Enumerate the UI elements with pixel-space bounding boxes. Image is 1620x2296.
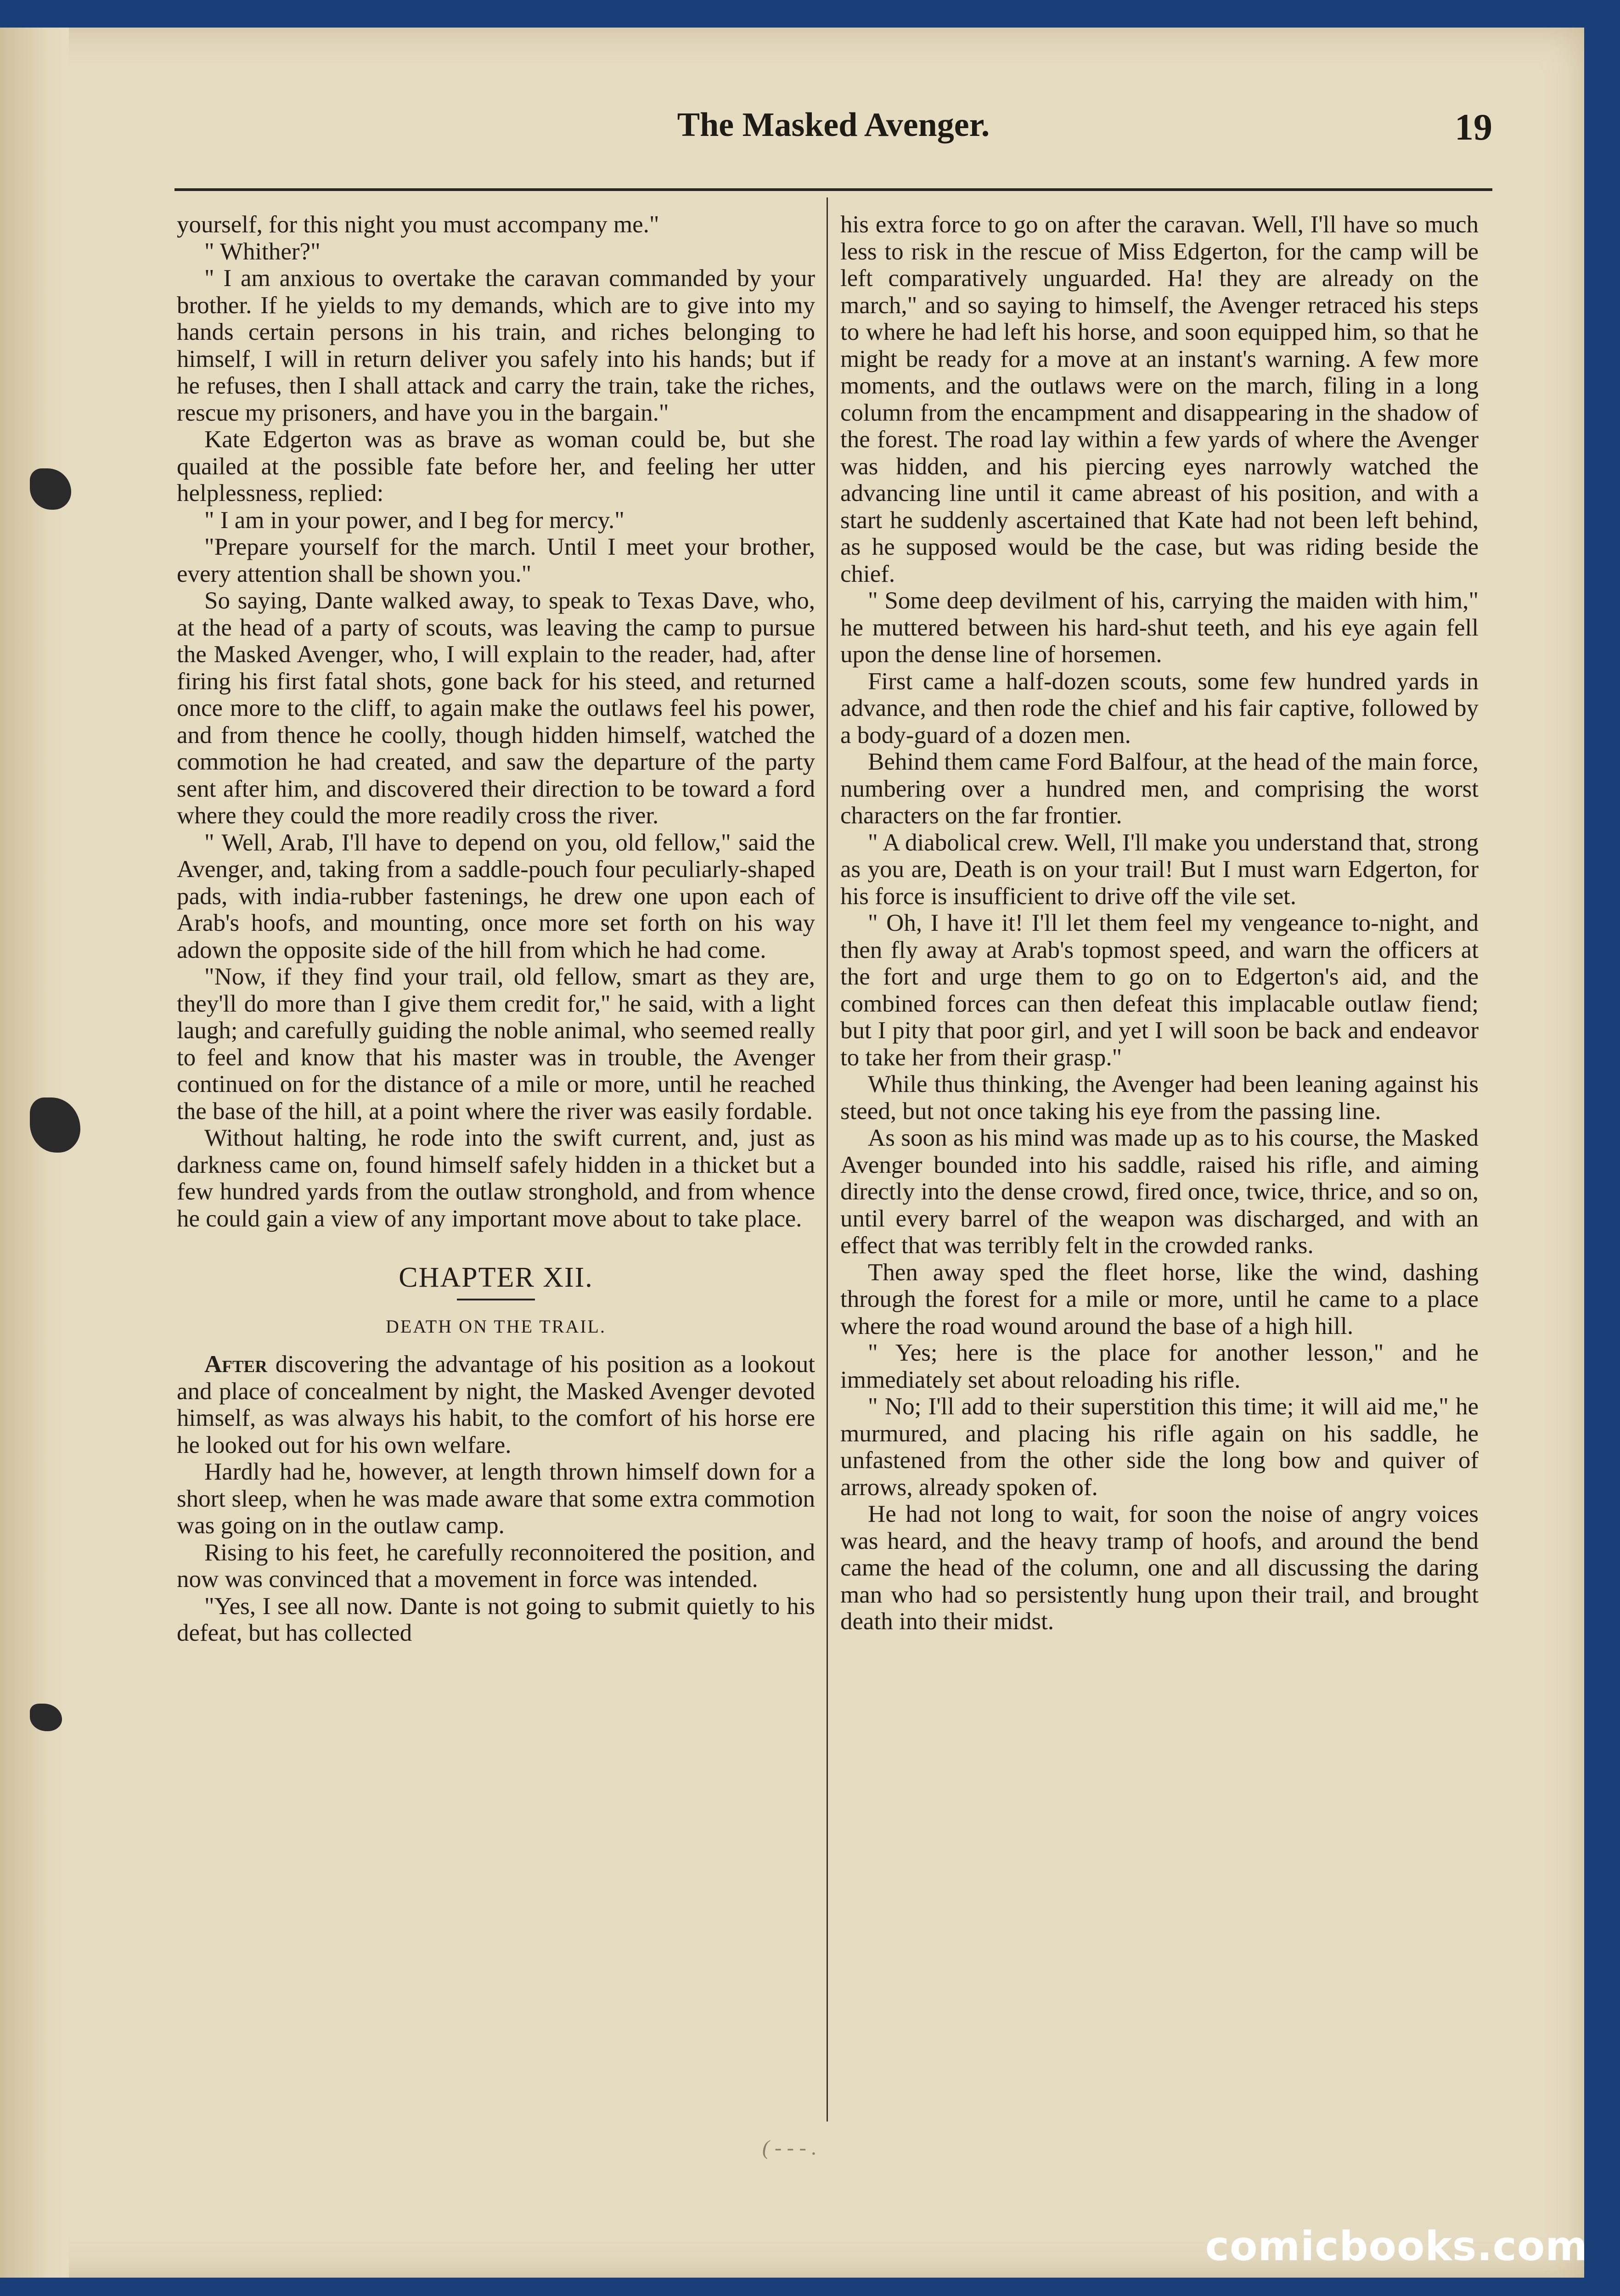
paragraph: "Prepare yourself for the march. Until I meet your brother, every attention shall be shown you." <box>177 534 815 587</box>
paragraph: " No; I'll add to their superstition this time; it will aid me," he murmured, and placing his rifle again on his saddle, he unfastened from the other side the long bow and quiver of arrows, already spoken of. <box>840 1393 1479 1501</box>
running-header <box>174 106 1492 156</box>
right-column <box>840 211 1479 2131</box>
paragraph: yourself, for this night you must accompany me." <box>177 211 659 238</box>
paragraph: Behind them came Ford Balfour, at the head of the main force, numbering over a hundred men, and comprising the worst characters on the far frontier. <box>840 748 1479 829</box>
page-number: 19 <box>1455 106 1492 148</box>
paragraph: First came a half-dozen scouts, some few hundred yards in advance, and then rode the chief and his fair captive, followed by a body-guard of a dozen men. <box>840 668 1479 748</box>
column-divider <box>827 197 828 2122</box>
chapter-first-paragraph <box>177 1351 815 1458</box>
paragraph: " I am in your power, and I beg for mercy." <box>204 506 624 534</box>
paragraph: Rising to his feet, he carefully reconnoitered the position, and now was convinced that a movement in force was intended. <box>177 1539 815 1593</box>
paragraph: "Now, if they find your trail, old fellow, smart as they are, they'll do more than I give them credit for," he said, with a light laugh; and carefully guiding the noble animal, who seemed really to feel and know that his master was in trouble, the Avenger continued on for the distance of a mile or more, until he reached the base of the hill, at a point where the river was easily fordable. <box>177 963 815 1125</box>
paragraph: " Whither?" <box>204 238 321 265</box>
chapter-lead-word: After <box>204 1351 267 1378</box>
paragraph: "Yes, I see all now. Dante is not going to submit quietly to his defeat, but has collected <box>177 1593 815 1646</box>
paragraph: " Some deep devilment of his, carrying the maiden with him," he muttered between his hard-shut teeth, and his eye again fell upon the dense line of horsemen. <box>840 587 1479 668</box>
paragraph: " Yes; here is the place for another lesson," and he immediately set about reloading his rifle. <box>840 1339 1479 1393</box>
paragraph: As soon as his mind was made up as to his course, the Masked Avenger bounded into his saddle, raised his rifle, and aiming directly into the dense crowd, fired once, twice, thrice, and so on, until every barrel of the weapon was discharged, and with an effect that was terribly felt in the crowded ranks. <box>840 1125 1479 1259</box>
pencil-annotation: ( - - - . <box>762 2136 817 2159</box>
chapter-heading: CHAPTER XII. <box>399 1262 593 1293</box>
paragraph: Without halting, he rode into the swift current, and, just as darkness came on, found himself safely hidden in a thicket but a few hundred yards from the outlaw stronghold, and from whence he could gain a view of any important move about to take place. <box>177 1125 815 1232</box>
chapter-subtitle: DEATH ON THE TRAIL. <box>386 1316 606 1337</box>
paragraph: " Oh, I have it! I'll let them feel my vengeance to-night, and then fly away at Arab's topmost speed, and warn the officers at the fort and urge them to go on to Edgerton's aid, and the combined forces can then defeat this implacable outlaw fiend; but I pity that poor girl, and yet I will soon be back and endeavor to take her from their grasp." <box>840 910 1479 1071</box>
page-spine <box>0 28 69 2278</box>
paragraph: his extra force to go on after the caravan. Well, I'll have so much less to risk in the rescue of Miss Edgerton, for the camp will be left comparatively unguarded. Ha! they are already on the march," and so saying to himself, the Avenger retraced his steps to where he had left his horse, and soon equipped him, so that he might be ready for a move at an instant's warning. A few more moments, and the outlaws were on the march, filing in a long column from the encampment and disappearing in the shadow of the forest. The road lay within a few yards of where the Avenger was hidden, and his piercing eyes narrowly watched the advancing line until it came abreast of his position, and with a start he suddenly ascertained that Kate had not been left behind, as he supposed would be the case, but was riding beside the chief. <box>840 211 1479 587</box>
header-rule <box>174 188 1492 191</box>
paragraph: While thus thinking, the Avenger had been leaning against his steed, but not once taking his eye from the passing line. <box>840 1071 1479 1125</box>
running-title: The Masked Avenger. <box>677 106 990 144</box>
paragraph: " Well, Arab, I'll have to depend on you, old fellow," said the Avenger, and, taking from a saddle-pouch four peculiarly-shaped pads, with india-rubber fastenings, he drew one upon each of Arab's hoofs, and mounting, once more set forth on his way adown the opposite side of the hill from which he had come. <box>177 829 815 963</box>
binding-tear-mark <box>30 1097 80 1153</box>
paragraph: He had not long to wait, for soon the noise of angry voices was heard, and the heavy tramp of hoofs, and around the bend came the head of the column, one and all discussing the daring man who had so persistently hung upon their trail, and brought death into their midst. <box>840 1501 1479 1635</box>
paragraph: Kate Edgerton was as brave as woman could be, but she quailed at the possible fate before her, and feeling her utter helplessness, replied: <box>177 426 815 506</box>
paragraph: " A diabolical crew. Well, I'll make you understand that, strong as you are, Death is on your trail! But I must warn Edgerton, for his force is insufficient to drive off the vile set. <box>840 829 1479 910</box>
paragraph: So saying, Dante walked away, to speak to Texas Dave, who, at the head of a party of scouts, was leaving the camp to pursue the Masked Avenger, who, I will explain to the reader, had, after firing his first fatal shots, gone back for his steed, and returned once more to the cliff, to again make the outlaws feel his power, and from thence he coolly, though hidden himself, watched the commotion he had created, and saw the departure of the party sent after him, and discovered their direction to be toward a ford where they could the more readily cross the river. <box>177 587 815 829</box>
paragraph: " I am anxious to overtake the caravan commanded by your brother. If he yields to my demands, which are to give into my hands certain persons in his train, and riches belonging to himself, I will in return deliver you safely into his hands; but if he refuses, then I shall attack and carry the train, take the riches, rescue my prisoners, and have you in the bargain." <box>177 265 815 426</box>
paragraph: Hardly had he, however, at length thrown himself down for a short sleep, when he was made aware that some extra commotion was going on in the outlaw camp. <box>177 1458 815 1539</box>
site-watermark: comicbooks.com <box>1205 2223 1588 2270</box>
chapter-rule <box>457 1299 535 1300</box>
left-column <box>177 211 815 2131</box>
paragraph: Then away sped the fleet horse, like the wind, dashing through the forest for a mile or more, until he came to a place where the road wound around the base of a high hill. <box>840 1259 1479 1339</box>
chapter-first-paragraph-text: discovering the advantage of his position as a lookout and place of concealment by night, the Masked Avenger devoted himself, as was always his habit, to the comfort of his horse ere he looked out for his own welfare. <box>177 1351 815 1458</box>
